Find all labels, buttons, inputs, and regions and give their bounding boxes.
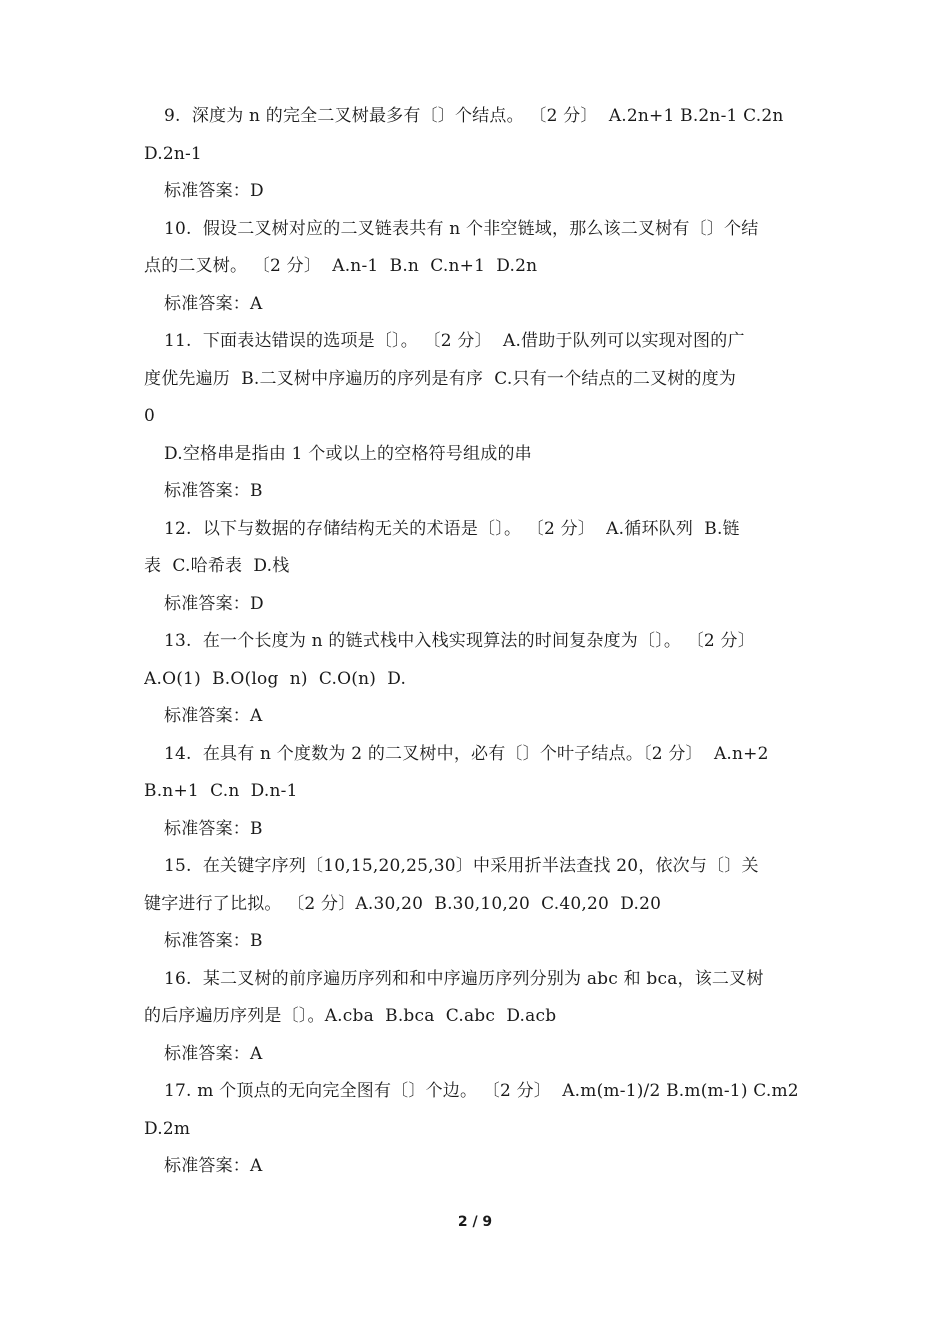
text-line: 9. 深度为 n 的完全二叉树最多有〔〕个结点。 〔2 分〕 A.2n+1 B.2n-1 C.2n bbox=[164, 106, 784, 126]
text-line: 表 C.哈希表 D.栈 bbox=[144, 556, 290, 576]
text-line: D.2m bbox=[144, 1118, 191, 1139]
text-line: B.n+1 C.n D.n-1 bbox=[144, 781, 298, 801]
page-number: 2 / 9 bbox=[457, 1214, 493, 1230]
text-line: 的后序遍历序列是〔〕。A.cba B.bca C.abc D.acb bbox=[144, 1006, 557, 1026]
answer-line: 标准答案：B bbox=[164, 481, 263, 501]
answer-line: 标准答案：D bbox=[164, 181, 264, 201]
text-line: D.2n-1 bbox=[144, 143, 202, 164]
answer-line: 标准答案：A bbox=[164, 1043, 263, 1064]
text-line: 0 bbox=[144, 406, 156, 426]
text-line: 14. 在具有 n 个度数为 2 的二叉树中，必有〔〕个叶子结点。〔2 分〕 A.n+2 bbox=[164, 743, 769, 764]
text-line: 度优先遍历 B.二叉树中序遍历的序列是有序 C.只有一个结点的二叉树的度为 bbox=[144, 368, 737, 389]
answer-line: 标准答案：B bbox=[164, 818, 263, 839]
text-line: 17. m 个顶点的无向完全图有〔〕个边。 〔2 分〕 A.m(m-1)/2 B.m(m-1) C.m2 bbox=[164, 1081, 799, 1101]
text-line: 11. 下面表达错误的选项是〔〕。 〔2 分〕 A.借助于队列可以实现对图的广 bbox=[164, 331, 745, 351]
answer-line: 标准答案：D bbox=[164, 593, 264, 614]
text-line: 15. 在关键字序列〔10,15,20,25,30〕中采用折半法查找 20，依次与〔〕关 bbox=[164, 856, 759, 876]
text-line: A.O(1) B.O(log n) C.O(n) D. bbox=[144, 668, 407, 689]
text-line: 16. 某二叉树的前序遍历序列和和中序遍历序列分别为 abc 和 bca，该二叉树 bbox=[164, 968, 764, 989]
answer-line: 标准答案：A bbox=[164, 293, 263, 314]
text-line: 13. 在一个长度为 n 的链式栈中入栈实现算法的时间复杂度为〔〕。 〔2 分〕 bbox=[164, 631, 755, 651]
answer-line: 标准答案：A bbox=[164, 1156, 263, 1176]
answer-line: 标准答案：A bbox=[164, 706, 263, 726]
answer-line: 标准答案：B bbox=[164, 931, 263, 951]
text-line: 10. 假设二叉树对应的二叉链表共有 n 个非空链域，那么该二叉树有〔〕个结 bbox=[164, 218, 759, 239]
text-line: D.空格串是指由 1 个或以上的空格符号组成的串 bbox=[164, 443, 532, 464]
text-line: 点的二叉树。 〔2 分〕 A.n-1 B.n C.n+1 D.2n bbox=[144, 256, 538, 276]
text-line: 12. 以下与数据的存储结构无关的术语是〔〕。 〔2 分〕 A.循环队列 B.链 bbox=[164, 518, 740, 539]
text-line: 键字进行了比拟。 〔2 分〕A.30,20 B.30,10,20 C.40,20 D.20 bbox=[144, 893, 662, 914]
question-list bbox=[144, 98, 808, 1186]
